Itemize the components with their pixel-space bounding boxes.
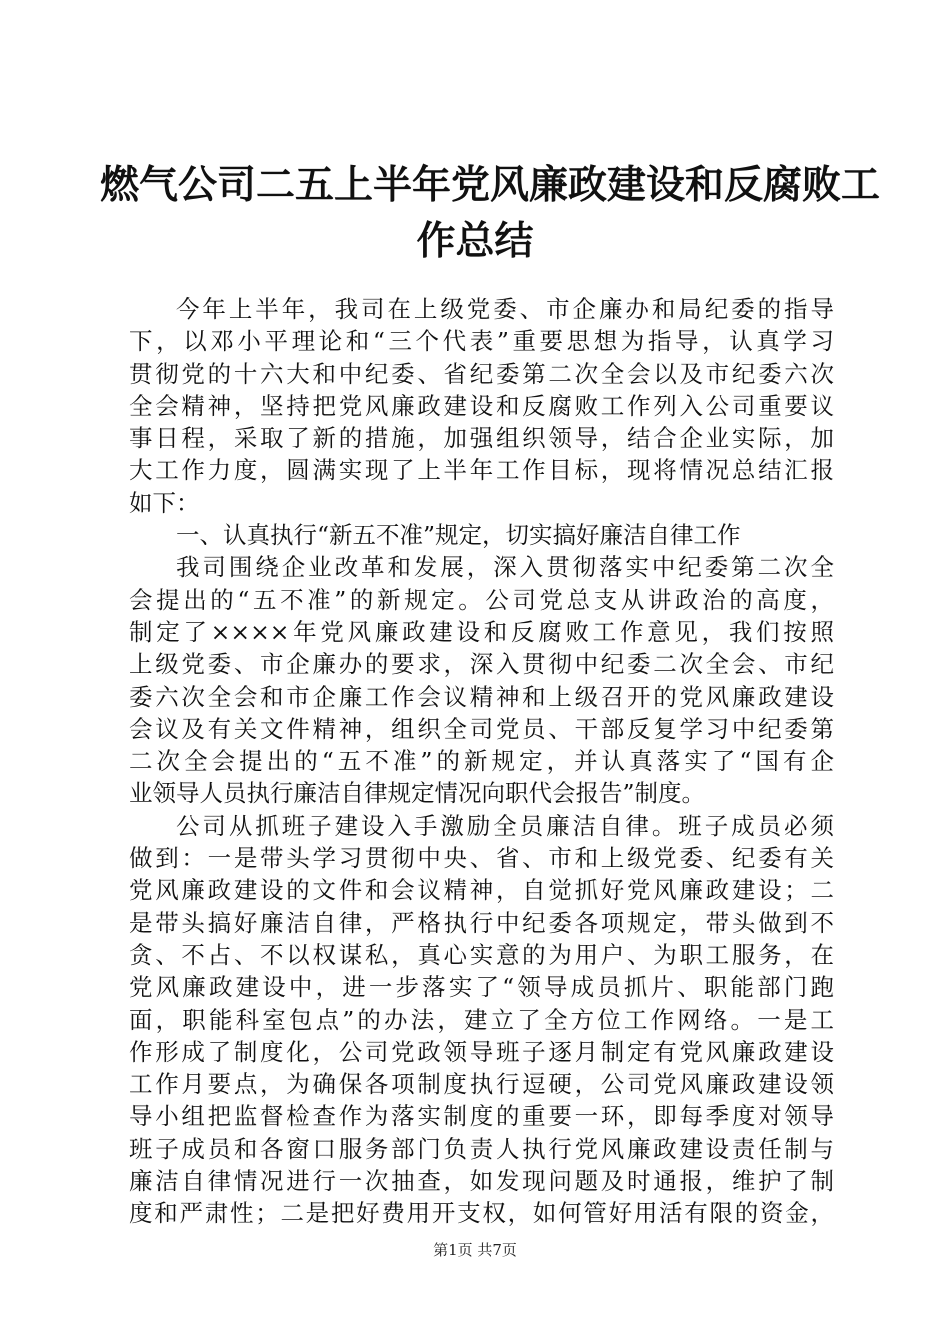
body-line: 公司从抓班子建设入手激励全员廉洁自律。班子成员必须 xyxy=(176,811,834,840)
body-line: 上级党委、市企廉办的要求，深入贯彻中纪委二次全会、市纪 xyxy=(129,650,834,679)
body-line: 会提出的“五不准”的新规定。公司党总支从讲政治的高度， xyxy=(129,585,834,614)
body-line: 贯彻党的十六大和中纪委、省纪委第二次全会以及市纪委六次 xyxy=(129,359,834,388)
body-line: 度和严肃性；二是把好费用开支权，如何管好用活有限的资金， xyxy=(129,1199,834,1228)
body-line: 做到：一是带头学习贯彻中央、省、市和上级党委、纪委有关 xyxy=(129,844,834,873)
body-line: 班子成员和各窗口服务部门负责人执行党风廉政建设责任制与 xyxy=(129,1134,834,1163)
body-line: 委六次全会和市企廉工作会议精神和上级召开的党风廉政建设 xyxy=(129,682,834,711)
body-line: 会议及有关文件精神，组织全司党员、干部反复学习中纪委第 xyxy=(129,714,834,743)
body-line: 廉洁自律情况进行一次抽查，如发现问题及时通报，维护了制 xyxy=(129,1167,834,1196)
body-line: 党风廉政建设中，进一步落实了“领导成员抓片、职能部门跑 xyxy=(129,973,834,1002)
body-line: 我司围绕企业改革和发展，深入贯彻落实中纪委第二次全 xyxy=(176,553,834,582)
section-heading: 一、认真执行“新五不准”规定，切实搞好廉洁自律工作 xyxy=(176,521,741,550)
document-body xyxy=(129,293,834,1230)
body-line: 事日程，采取了新的措施，加强组织领导，结合企业实际，加 xyxy=(129,424,834,453)
body-line: 是带头搞好廉洁自律，严格执行中纪委各项规定，带头做到不 xyxy=(129,908,834,937)
document-title-line-1: 燃气公司二五上半年党风廉政建设和反腐败工 xyxy=(100,162,881,208)
body-line: 如下： xyxy=(129,488,200,517)
page-number-footer: 第1页 共7页 xyxy=(433,1241,517,1259)
body-line: 业领导人员执行廉洁自律规定情况向职代会报告”制度。 xyxy=(129,779,706,808)
body-line: 导小组把监督检查作为落实制度的重要一环，即每季度对领导 xyxy=(129,1102,834,1131)
body-line: 工作月要点，为确保各项制度执行逗硬，公司党风廉政建设领 xyxy=(129,1070,834,1099)
body-line: 贪、不占、不以权谋私，真心实意的为用户、为职工服务，在 xyxy=(129,940,834,969)
body-line: 制定了××××年党风廉政建设和反腐败工作意见，我们按照 xyxy=(129,617,834,646)
body-line: 今年上半年，我司在上级党委、市企廉办和局纪委的指导 xyxy=(176,295,834,323)
body-line: 下，以邓小平理论和“三个代表”重要思想为指导，认真学习 xyxy=(129,327,834,356)
document-title-line-2: 作总结 xyxy=(416,218,534,264)
body-line: 面，职能科室包点”的办法，建立了全方位工作网络。一是工 xyxy=(129,1005,834,1034)
body-line: 党风廉政建设的文件和会议精神，自觉抓好党风廉政建设；二 xyxy=(129,876,834,905)
body-line: 作形成了制度化，公司党政领导班子逐月制定有党风廉政建设 xyxy=(129,1037,834,1066)
body-line: 全会精神，坚持把党风廉政建设和反腐败工作列入公司重要议 xyxy=(129,391,834,420)
body-line: 大工作力度，圆满实现了上半年工作目标，现将情况总结汇报 xyxy=(129,456,834,485)
body-line: 二次全会提出的“五不准”的新规定，并认真落实了“国有企 xyxy=(129,747,834,776)
